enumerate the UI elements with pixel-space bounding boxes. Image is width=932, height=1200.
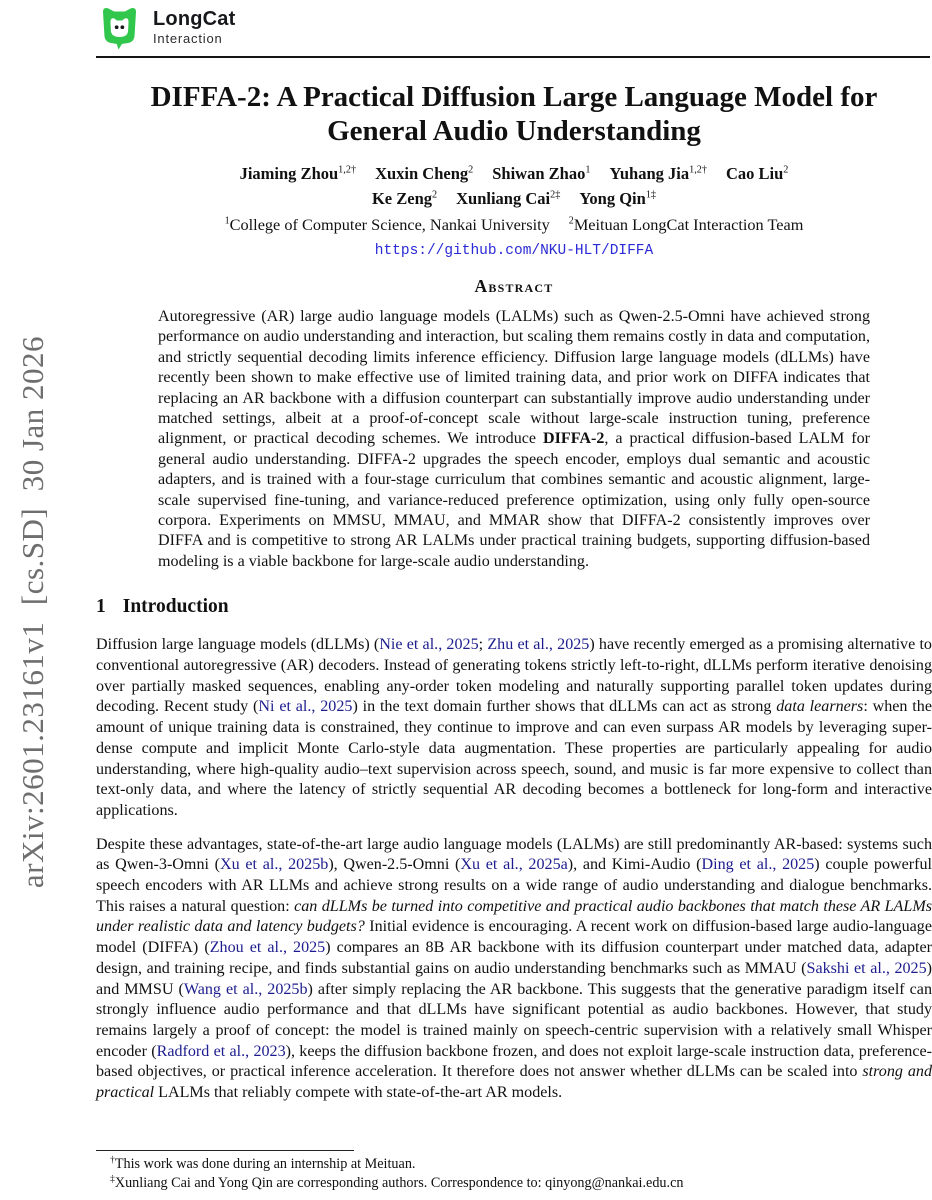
text-segment: 2 — [468, 164, 474, 176]
text-segment: Initial evidence is encouraging. A recent work on diffusion-based large audio-language model (DIFFA) ( — [96, 918, 932, 957]
citation-link[interactable]: Xu et al., 2025b — [220, 856, 329, 874]
section-heading-introduction — [96, 596, 932, 618]
longcat-logo — [96, 3, 236, 51]
text-segment: 2 — [432, 189, 438, 201]
text-segment: ), keeps the diffusion backbone frozen, and does not exploit large-scale instruction data, preference-based objectives, or practical inference acceleration. It therefore does not answer whether dLLMs can be scaled into — [96, 1042, 932, 1081]
text-segment: ), and Kimi-Audio ( — [567, 856, 702, 874]
text-segment: College of Computer Science, Nankai University — [229, 215, 550, 234]
text-segment: Meituan LongCat Interaction Team — [573, 215, 804, 234]
text-segment: Yong Qin — [579, 189, 646, 208]
section-number: 1 — [96, 596, 106, 618]
header-rule — [96, 56, 930, 58]
section-title: Introduction — [122, 596, 229, 618]
brand-name: LongCat — [153, 8, 236, 30]
paper-title-line2: General Audio Understanding — [327, 115, 701, 147]
text-segment: data learners — [776, 698, 864, 716]
footnotes — [96, 1150, 932, 1193]
text-segment: ), Qwen-2.5-Omni ( — [328, 856, 461, 874]
text-segment: 1 — [224, 215, 230, 227]
text-segment: , a practical diffusion-based LALM for general audio understanding. DIFFA-2 upgrades the speech encoder, employs dual semantic and acoustic adapters, and is trained with a four-stage curriculum that combines semantic and acoustic alignment, large-scale supervised fine-tuning, and variance-reduced preference optimization, using only fully open-source corpora. Experiments on MMSU, MMAU, and MMAR show that DIFFA-2 consistently improves over DIFFA and is competitive to strong AR LALMs under practical training budgets, supporting diffusion-based modeling is a viable backbone for large-scale audio understanding. — [158, 430, 870, 570]
paper-title — [96, 80, 932, 148]
brand-subtitle: Interaction — [153, 31, 223, 46]
text-segment: ‡ — [110, 1173, 115, 1185]
abstract-heading: Abstract — [474, 276, 554, 296]
paper-content — [96, 66, 932, 1104]
text-segment: This work was done during an internship at Meituan. — [114, 1156, 416, 1172]
text-segment: Autoregressive (AR) large audio language models (LALMs) such as Qwen-2.5-Omni have achieved strong performance on audio understanding and interaction, but scaling them remains costly in data and computation, and strictly sequential decoding limits inference efficiency. Diffusion large language models (dLLMs) have recently been shown to make effective use of limited training data, and prior work on DIFFA indicates that replacing an AR backbone with a diffusion counterpart can substantially improve audio understanding under matched settings, albeit at a proof-of-concept scale without large-scale instruction tuning, preference alignment, or practical decoding schemes. We introduce — [158, 308, 870, 448]
authors-row-2 — [96, 186, 932, 211]
intro-paragraph-2 — [96, 835, 932, 1104]
text-segment: ; — [478, 636, 488, 654]
text-segment: ) in the text domain further shows that dLLMs can act as strong — [352, 698, 777, 716]
affiliations — [96, 214, 932, 236]
text-segment: Xunliang Cai and Yong Qin are corresponding authors. Correspondence to: qinyong@nankai.edu.cn — [114, 1175, 684, 1191]
text-segment: 2 — [783, 164, 789, 176]
text-segment: 1,2† — [338, 164, 357, 176]
citation-link[interactable]: Wang et al., 2025b — [183, 980, 308, 998]
footnote-corresponding — [96, 1174, 932, 1193]
text-segment: LALMs that reliably compete with state-of-the-art AR models. — [154, 1084, 563, 1102]
text-segment: DIFFA-2 — [543, 430, 605, 448]
text-segment: Shiwan Zhao — [492, 164, 586, 183]
citation-link[interactable]: Ni et al., 2025 — [258, 698, 353, 716]
intro-paragraph-1 — [96, 635, 932, 821]
text-segment: : when the amount of unique training data is constrained, they continue to improve and can even surpass AR models by leveraging super-dense compute and implicit Monte Carlo-style data augmentation. These properties are particularly appealing for audio understanding, where high-quality audio–text supervision across speech, sound, and music is far more expensive to collect than text-only data, and where the latency of strictly sequential AR decoding becomes a bottleneck for long-form and interactive applications. — [96, 698, 932, 819]
authors-row-1 — [96, 161, 932, 186]
text-segment: Diffusion large language models (dLLMs) ( — [96, 636, 380, 654]
text-segment: Xuxin Cheng — [375, 164, 469, 183]
abstract-text — [158, 307, 870, 572]
brand-text — [153, 9, 236, 45]
citation-link[interactable]: Radford et al., 2023 — [156, 1042, 286, 1060]
text-segment: 1 — [585, 164, 591, 176]
citation-link[interactable]: Zhou et al., 2025 — [209, 939, 326, 957]
citation-link[interactable]: Nie et al., 2025 — [379, 636, 479, 654]
text-segment: Despite these advantages, state-of-the-art large audio language models (LALMs) are still predominantly AR-based: systems such as Qwen-3-Omni ( — [96, 835, 932, 874]
text-segment: can dLLMs be turned into competitive and practical audio backbones that match these AR LALMs under realistic data and latency budgets? — [96, 897, 932, 936]
arxiv-watermark: arXiv:2601.23161v1 [cs.SD] 30 Jan 2026 — [15, 335, 50, 889]
text-segment: Ke Zeng — [371, 189, 432, 208]
text-segment: † — [110, 1154, 115, 1166]
text-segment: Xunliang Cai — [456, 189, 551, 208]
paper-title-line1: DIFFA-2: A Practical Diffusion Large Language Model for — [150, 81, 878, 113]
text-segment: 2‡ — [550, 189, 561, 201]
text-segment: 2 — [568, 215, 574, 227]
cat-icon — [96, 3, 143, 51]
text-segment: ) compares an 8B AR backbone with its diffusion counterpart under matched data, adapter design, and training recipe, and finds substantial gains on audio understanding benchmarks such as MMAU ( — [96, 939, 932, 977]
text-segment: 1,2† — [689, 164, 707, 176]
text-segment: 1‡ — [645, 189, 657, 201]
citation-link[interactable]: Ding et al., 2025 — [701, 856, 815, 874]
text-segment: strong and practical — [96, 1063, 932, 1102]
text-segment: Yuhang Jia — [609, 164, 690, 183]
text-segment: ) after simply replacing the AR backbone. This suggests that the generative paradigm itself can strongly influence audio performance and that dLLMs have significant potential as audio backbones. However, that study remains largely a proof of concept: the model is trained mainly on speech-centric supervision with a relatively small Whisper encoder ( — [96, 980, 932, 1060]
citation-link[interactable]: Sakshi et al., 2025 — [806, 959, 927, 977]
footnote-internship — [96, 1155, 932, 1174]
text-segment: Cao Liu — [725, 164, 784, 183]
citation-link[interactable]: Zhu et al., 2025 — [487, 636, 590, 654]
citation-link[interactable]: Xu et al., 2025a — [460, 856, 568, 874]
text-segment: Jiaming Zhou — [239, 164, 339, 183]
text-segment: ) couple powerful speech encoders with AR LLMs and achieve strong results on a wide range of audio understanding and dialogue benchmarks. This raises a natural question: — [96, 856, 932, 915]
github-link[interactable]: https://github.com/NKU-HLT/DIFFA — [374, 243, 654, 259]
text-segment: ) and MMSU ( — [96, 959, 932, 998]
text-segment: ) have recently emerged as a promising alternative to conventional autoregressive (AR) decoders. Instead of generating tokens strictly left-to-right, dLLMs perform iterative denoising over partially masked sequences, enabling any-order token modeling and naturally supporting parallel token updates during decoding. Recent study ( — [96, 636, 932, 716]
footnote-rule — [96, 1150, 354, 1151]
